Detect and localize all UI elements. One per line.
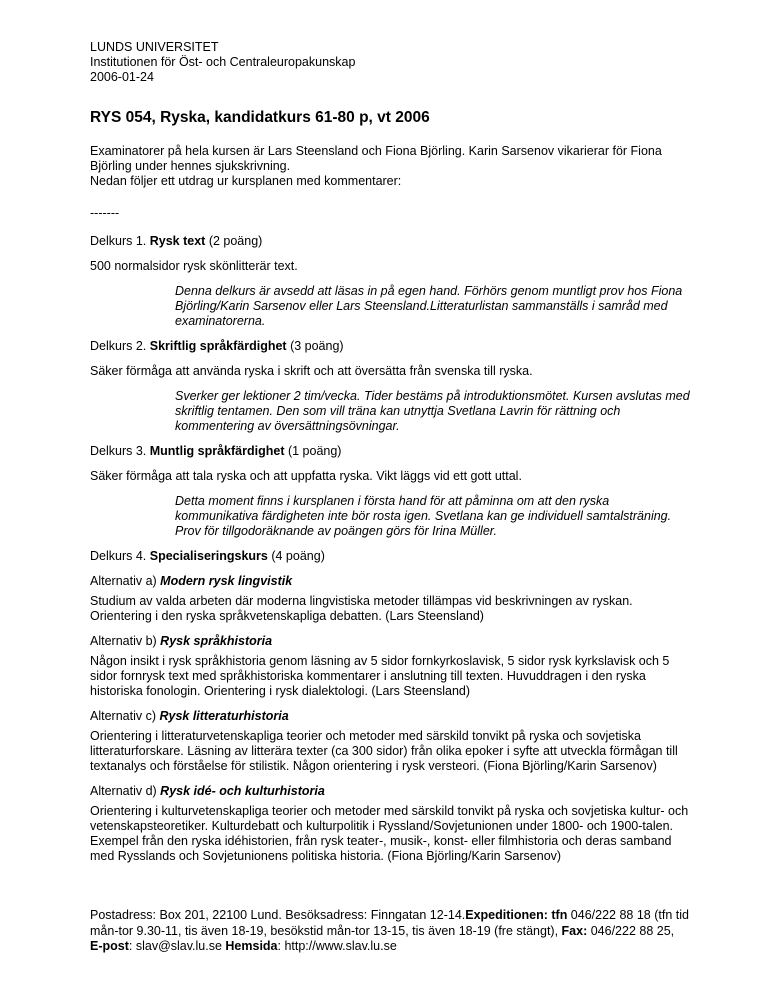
footer-email: : slav@slav.lu.se (128, 939, 226, 953)
alt-c-heading (90, 709, 690, 724)
alt-a-label: Alternativ a) (90, 574, 161, 588)
delkurs-3-desc: Säker förmåga att tala ryska och att uppfatta ryska. Vikt läggs vid ett gott uttal. (90, 469, 522, 483)
delkurs-2-prefix: Delkurs 2. (90, 339, 150, 353)
delkurs-2-points: (3 poäng) (286, 339, 344, 353)
footer-web-label: Hemsida (225, 939, 278, 953)
alt-b-desc: Någon insikt i rysk språkhistoria genom läsning av 5 sidor fornkyrkoslavisk, 5 sidor rysk kyrkslavisk och 5 sidor fornrysk text med språkhistoriska kommentarer i anslutning till texten. Huvuddragen i den ryska historiska fonologin. Orientering i rysk dialektologi. (Lars Steensland) (90, 654, 670, 698)
alt-c-name: Rysk litteraturhistoria (159, 709, 289, 723)
university-name: LUNDS UNIVERSITET (90, 40, 219, 54)
letterhead (90, 40, 690, 85)
delkurs-1-prefix: Delkurs 1. (90, 234, 150, 248)
alt-a-name: Modern rysk lingvistik (160, 574, 293, 588)
delkurs-4-heading (90, 549, 690, 564)
alt-b-heading (90, 634, 690, 649)
footer-address: Postadress: Box 201, 22100 Lund. Besöksadress: Finngatan 12-14. (90, 908, 466, 922)
delkurs-3-heading (90, 444, 690, 459)
alt-d-label: Alternativ d) (90, 784, 161, 798)
alt-d-heading (90, 784, 690, 799)
intro (90, 144, 690, 189)
delkurs-4-prefix: Delkurs 4. (90, 549, 150, 563)
alt-b-label: Alternativ b) (90, 634, 161, 648)
delkurs-1-desc: 500 normalsidor rysk skönlitterär text. (90, 259, 298, 273)
delkurs-1-heading (90, 234, 690, 249)
alt-c-desc: Orientering i litteraturvetenskapliga teorier och metoder med särskild tonvikt på ryska och sovjetiska litteraturforskare. Läsning av litterära texter (ca 300 sidor) från olika epoker i syfte att utveckla förmågan till textanalys och förståelse för stilistik. Någon orientering i rysk versteori. (Fiona Björling/Karin Sarsenov) (90, 729, 678, 773)
delkurs-2-desc: Säker förmåga att använda ryska i skrift och att översätta från svenska till ryska. (90, 364, 533, 378)
delkurs-4-name: Specialiseringskurs (149, 549, 268, 563)
footer-fax-number: 046/222 88 25, (587, 923, 675, 938)
delkurs-4-points: (4 poäng) (267, 549, 325, 563)
document-date: 2006-01-24 (90, 70, 154, 84)
footer-web: : http://www.slav.lu.se (277, 939, 397, 953)
institution-name: Institutionen för Öst- och Centraleuropakunskap (90, 55, 356, 69)
intro-examiners: Examinatorer på hela kursen är Lars Steensland och Fiona Björling. Karin Sarsenov vikarierar för Fiona Björling under hennes sjukskrivning. (90, 144, 662, 173)
footer-fax-label: Fax: (561, 923, 588, 938)
alt-a-desc: Studium av valda arbeten där moderna lingvistiska metoder tillämpas vid beskrivningen av ryskan. Orientering i den ryska språkvetenskapliga debatten. (Lars Steensland) (90, 594, 633, 623)
delkurs-1-points: (2 poäng) (205, 234, 263, 248)
intro-excerpt: Nedan följer ett utdrag ur kursplanen med kommentarer: (90, 174, 402, 188)
page-footer (90, 908, 690, 955)
delkurs-2-name: Skriftlig språkfärdighet (149, 339, 287, 353)
footer-expedition-phone: 046/222 88 18 (tfn tid mån-tor 9.30-11, tis även 18-19, besökstid mån-tor 13-15, tis även 18-19 (fre stängt), (90, 908, 689, 938)
delkurs-3-points: (1 poäng) (284, 444, 342, 458)
delkurs-2-heading (90, 339, 690, 354)
delkurs-1-note: Denna delkurs är avsedd att läsas in på egen hand. Förhörs genom muntligt prov hos Fiona Björling/Karin Sarsenov eller Lars Steensland.Litteraturlistan sammanställs i samråd med examinatorerna. (175, 284, 683, 328)
alt-b-name: Rysk språkhistoria (160, 634, 273, 648)
footer-email-label: E-post (90, 939, 129, 953)
delkurs-2-note: Sverker ger lektioner 2 tim/vecka. Tider bestäms på introduktionsmötet. Kursen avslutas med skriftlig tentamen. Den som vill träna kan utnyttja Svetlana Lavrin för rättning och kommentering av översättningsövningar. (175, 389, 690, 433)
alt-c-label: Alternativ c) (90, 709, 160, 723)
footer-expedition-label: Expeditionen: tfn (465, 908, 568, 922)
delkurs-3-note: Detta moment finns i kursplanen i första hand för att påminna om att den ryska kommunikativa färdigheten inte bör rosta igen. Svetlana kan ge individuell samtalsträning. Prov för tillgodoräknande av poängen görs för Irina Müller. (175, 494, 672, 538)
alt-a-heading (90, 574, 690, 589)
separator: ------- (90, 206, 120, 220)
delkurs-3-prefix: Delkurs 3. (90, 444, 150, 458)
document-page (90, 40, 690, 864)
alt-d-desc: Orientering i kulturvetenskapliga teorier och metoder med särskild tonvikt på ryska och sovjetiska kultur- och vetenskapsteoretiker. Kulturdebatt och kulturpolitik i Ryssland/Sovjetunionen under 1800- och 1900-talen. Exempel från den ryska idéhistorien, från rysk teater-, musik-, konst- eller filmhistoria och deras samband med Rysslands och Sovjetunionens politiska historia. (Fiona Björling/Karin Sarsenov) (90, 804, 689, 863)
delkurs-1-name: Rysk text (149, 234, 206, 248)
alt-d-name: Rysk idé- och kulturhistoria (160, 784, 325, 798)
course-title: RYS 054, Ryska, kandidatkurs 61-80 p, vt 2006 (90, 109, 430, 126)
delkurs-3-name: Muntlig språkfärdighet (149, 444, 285, 458)
